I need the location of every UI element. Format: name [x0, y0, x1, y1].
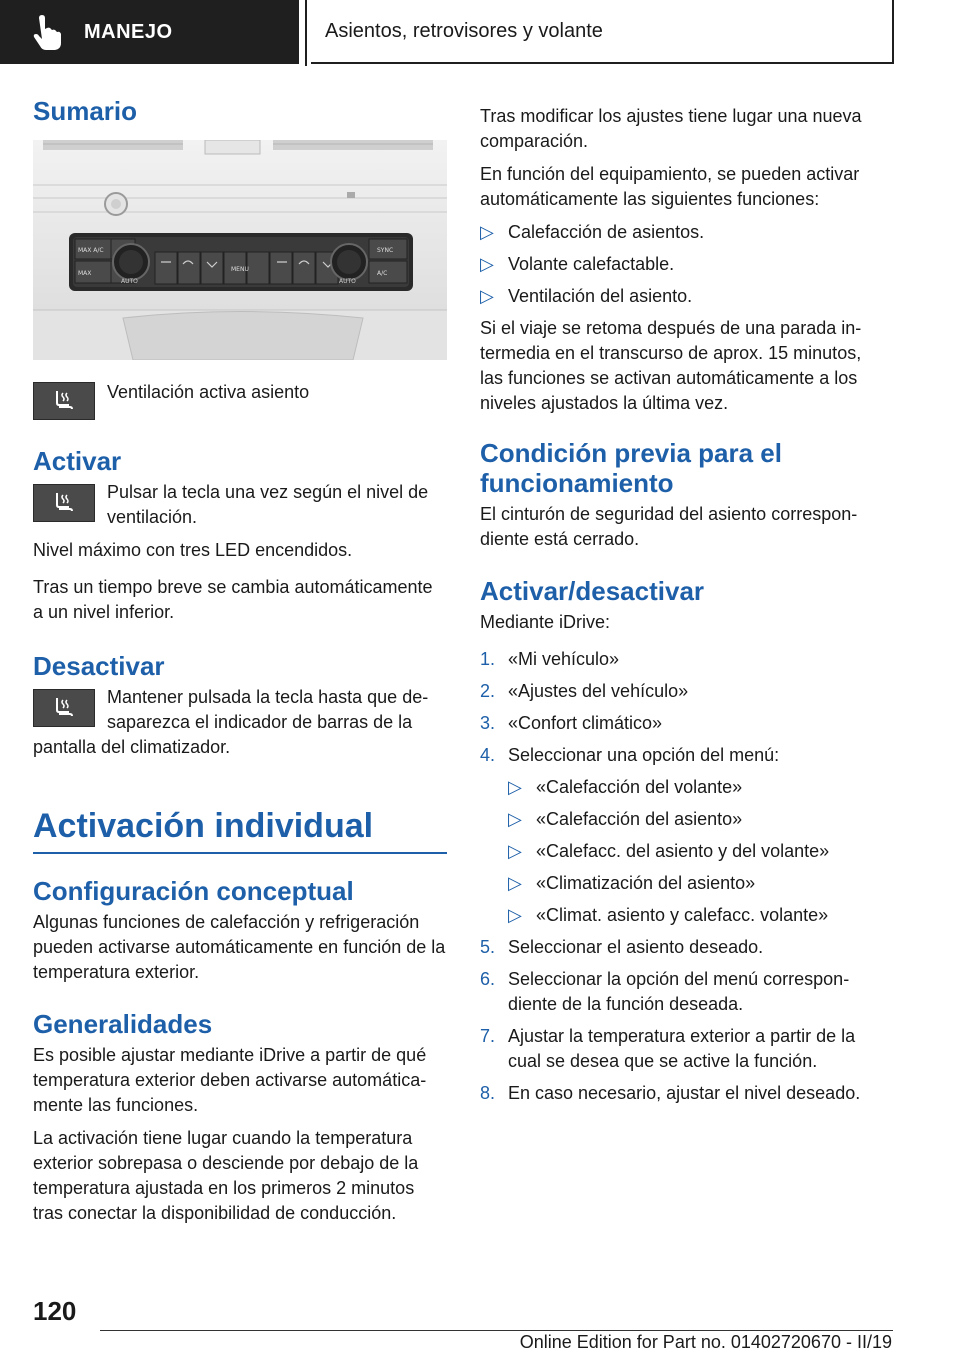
- function-list: [480, 220, 885, 309]
- left-column: [33, 96, 447, 1226]
- section-title: MANEJO: [84, 20, 173, 43]
- seat-ventilation-icon: [50, 694, 78, 722]
- footer-divider: [100, 1330, 893, 1331]
- panel-right-knob: AUTO: [339, 278, 356, 285]
- page-header: [0, 0, 960, 66]
- panel-left-knob: AUTO: [121, 278, 138, 285]
- climate-panel-illustration: [33, 140, 447, 360]
- condicion-heading: Condición previa para el funcionamiento: [480, 438, 782, 498]
- header-divider: [305, 0, 307, 66]
- activar-text: Pulsar la tecla una vez según el nivel de ventilación.: [107, 482, 429, 527]
- list-item: 1. «Mi vehículo»: [480, 649, 620, 669]
- photo-caption: Ventilación activa asiento: [107, 382, 310, 402]
- seat-ventilation-button[interactable]: [33, 382, 95, 420]
- config-text: Algunas funciones de calefacción y refrigeración pueden activarse automáticamente en función de la temperatura exterior.: [33, 912, 446, 982]
- triangle-bullet-icon: ▷: [480, 286, 494, 306]
- list-item: 5. Seleccionar el asiento deseado.: [480, 937, 764, 957]
- desactivar-heading: Desactivar: [33, 651, 165, 681]
- seat-ventilation-button[interactable]: [33, 484, 95, 522]
- triangle-bullet-icon: ▷: [480, 254, 494, 274]
- triangle-bullet-icon: ▷: [508, 809, 522, 829]
- section-tab[interactable]: [0, 0, 299, 64]
- panel-left-bottom: MAX: [78, 270, 92, 277]
- seat-ventilation-button[interactable]: [33, 689, 95, 727]
- list-item: ▷ «Climat. asiento y calefacc. volante»: [508, 903, 885, 928]
- list-item: ▷ «Climatización del asiento»: [508, 871, 885, 896]
- menu-options-list: [508, 775, 885, 928]
- triangle-bullet-icon: ▷: [480, 222, 494, 242]
- list-item: ▷ «Calefacc. del asiento y del volante»: [508, 839, 885, 864]
- seat-ventilation-icon: [50, 489, 78, 517]
- generalidades-heading: Generalidades: [33, 1009, 213, 1039]
- panel-center: MENU: [231, 266, 249, 273]
- activar-paragraph-2: Nivel máximo con tres LED encendidos.: [33, 540, 353, 560]
- triangle-bullet-icon: ▷: [508, 841, 522, 861]
- caption-row: [33, 380, 447, 420]
- list-item: ▷ «Calefacción del asiento»: [508, 807, 885, 832]
- right-paragraph-2: En función del equipamiento, se pueden activar automáticamente las siguientes funciones:: [480, 164, 860, 209]
- list-item: 4. Seleccionar una opción del menú: ▷ «Calefacción del volante» ▷ «Calefacción del asiento» ▷ «Calefacc. del asiento y del volante» ▷ «Climatización del asiento» ▷ «Climat. asiento y calefacc. volante»: [480, 743, 885, 928]
- triangle-bullet-icon: ▷: [508, 905, 522, 925]
- chapter-title: Asientos, retrovisores y volante: [325, 19, 603, 42]
- hand-pointer-icon: [26, 12, 66, 52]
- list-item: 6. Seleccionar la opción del menú correspondiente de la función deseada.: [480, 969, 850, 1014]
- activar-block: [33, 480, 447, 530]
- steps-list: [480, 647, 885, 1106]
- desactivar-block: [33, 685, 447, 760]
- condicion-text: El cinturón de seguridad del asiento correspondiente está cerrado.: [480, 504, 858, 549]
- activar-heading: Activar: [33, 446, 122, 476]
- chapter-tab[interactable]: [311, 0, 894, 64]
- activar-desactivar-intro: Mediante iDrive:: [480, 612, 611, 632]
- right-paragraph-1: Tras modificar los ajustes tiene lugar una nueva comparación.: [480, 106, 862, 151]
- desactivar-text: Mantener pulsada la tecla hasta que desaparezca el indicador de barras de la pantalla del climatizador.: [33, 687, 429, 757]
- list-item: 2. «Ajustes del vehículo»: [480, 681, 689, 701]
- triangle-bullet-icon: ▷: [508, 873, 522, 893]
- list-item: ▷ «Calefacción del volante»: [508, 775, 885, 800]
- list-item: 3. «Confort climático»: [480, 713, 663, 733]
- panel-right-top: SYNC: [377, 247, 394, 254]
- panel-left-top: MAX A/C: [78, 247, 104, 254]
- generalidades-paragraph-1: Es posible ajustar mediante iDrive a partir de qué temperatura exterior deben activarse automáticamente las funciones.: [33, 1045, 427, 1115]
- list-item: 8. En caso necesario, ajustar el nivel deseado.: [480, 1083, 861, 1103]
- generalidades-paragraph-2: La activación tiene lugar cuando la temperatura exterior sobrepasa o desciende por debajo de la temperatura ajustada en los primeros 2 minutos tras conectar la disponibilidad de conducción.: [33, 1128, 419, 1223]
- config-heading: Configuración conceptual: [33, 876, 354, 906]
- triangle-bullet-icon: ▷: [508, 777, 522, 797]
- seat-ventilation-icon: [50, 387, 78, 415]
- list-item: ▷ Volante calefactable.: [480, 252, 885, 277]
- right-paragraph-3: Si el viaje se retoma después de una parada intermedia en el transcurso de aprox. 15 minutos, las funciones se activan automáticamente a los niveles ajustados la última vez.: [480, 318, 862, 413]
- page-number: 120: [33, 1296, 77, 1326]
- activar-desactivar-heading: Activar/desactivar: [480, 576, 705, 606]
- sumario-heading: Sumario: [33, 96, 138, 126]
- panel-right-bottom: A/C: [377, 270, 388, 277]
- climate-panel-photo: [33, 140, 447, 360]
- list-item: 7. Ajustar la temperatura exterior a partir de la cual se desea que se active la función.: [480, 1026, 856, 1071]
- edition-text: Online Edition for Part no. 01402720670 - II/19: [519, 1332, 892, 1352]
- right-column: [480, 104, 885, 1113]
- list-item: ▷ Ventilación del asiento.: [480, 284, 885, 309]
- activar-paragraph-3: Tras un tiempo breve se cambia automáticamente a un nivel inferior.: [33, 577, 433, 622]
- list-item: ▷ Calefacción de asientos.: [480, 220, 885, 245]
- section-heading: Activación individual: [33, 806, 447, 854]
